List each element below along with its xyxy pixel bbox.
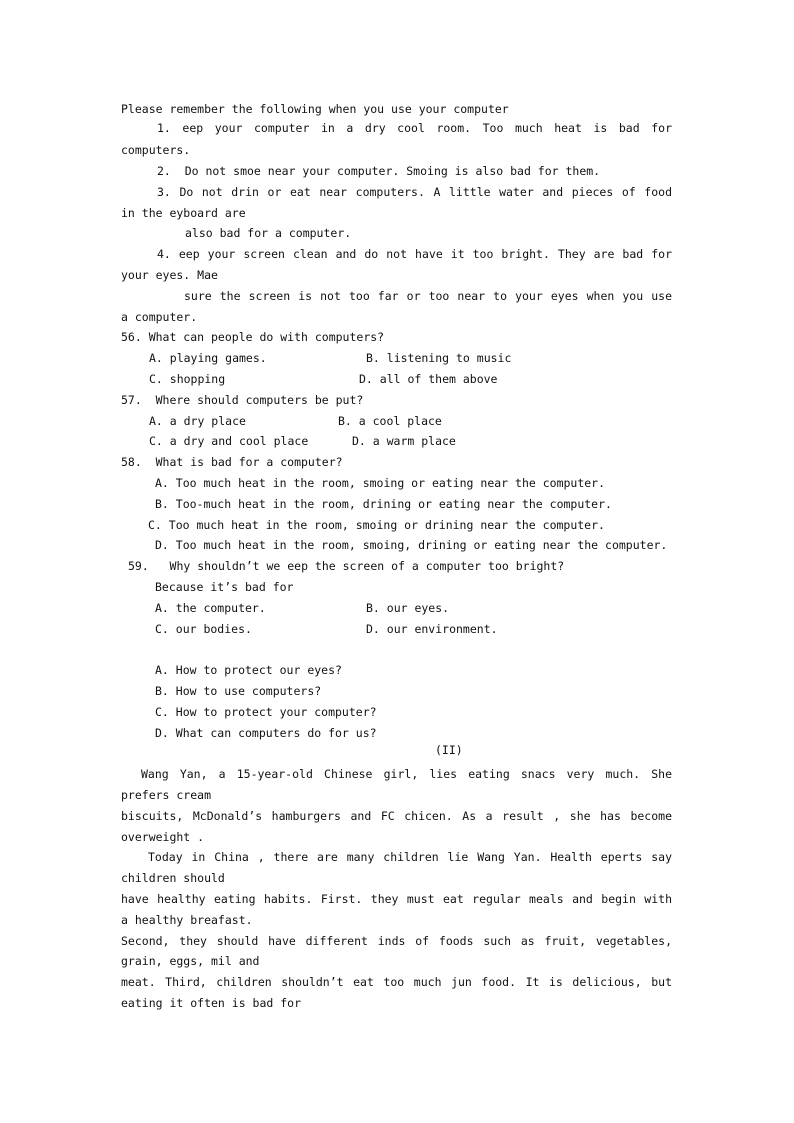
passage-p1-line-4: overweight . [121, 830, 205, 844]
question-56-option-a: A. playing games. [149, 351, 267, 365]
question-58-option-a: A. Too much heat in the room, smoing or eating near the computer. [155, 476, 606, 490]
passage-p2-line-6: grain, eggs, mil and [121, 954, 260, 968]
passage-p1-line-3: biscuits, McDonald’s hamburgers and FC chicen. As a result , she has become [121, 809, 672, 823]
question-60-option-b: B. How to use computers? [155, 684, 322, 698]
passage-p2-line-4: a healthy breafast. [121, 913, 253, 927]
question-59-option-c: C. our bodies. [155, 622, 252, 636]
question-57-stem: 57. Where should computers be put? [121, 393, 364, 407]
tip-3-line-3: also bad for a computer. [185, 226, 352, 240]
question-60-option-c: C. How to protect your computer? [155, 705, 377, 719]
question-58-option-c: C. Too much heat in the room, smoing or drining near the computer. [148, 518, 605, 532]
passage-p1-line-1: Wang Yan, a 15-year-old Chinese girl, lies eating snacs very much. She [141, 767, 672, 781]
tip-3-line-1: 3. Do not drin or eat near computers. A little water and pieces of food [157, 185, 672, 199]
passage-p2-line-1: Today in China , there are many children lie Wang Yan. Health eperts say [148, 850, 672, 864]
passage-p2-line-7: meat. Third, children shouldn’t eat too much jun food. It is delicious, but [121, 975, 672, 989]
question-59-option-d: D. our environment. [366, 622, 498, 636]
passage-p2-line-2: children should [121, 871, 225, 885]
question-59-lead: Because it’s bad for [155, 580, 294, 594]
question-56-option-d: D. all of them above [359, 372, 498, 386]
tip-1-line-2: computers. [121, 143, 191, 157]
question-56-stem: 56. What can people do with computers? [121, 330, 385, 344]
question-59-option-a: A. the computer. [155, 601, 266, 615]
question-57-option-a: A. a dry place [149, 414, 246, 428]
question-58-stem: 58. What is bad for a computer? [121, 455, 343, 469]
question-58-option-d: D. Too much heat in the room, smoing, drining or eating near the computer. [155, 538, 668, 552]
question-57-option-d: D. a warm place [352, 434, 456, 448]
intro-line: Please remember the following when you use your computer [121, 102, 509, 116]
question-57-option-b: B. a cool place [338, 414, 442, 428]
tip-4-line-3: sure the screen is not too far or too near to your eyes when you use [184, 289, 672, 303]
question-59-option-b: B. our eyes. [366, 601, 450, 615]
question-59-stem: 59. Why shouldn’t we eep the screen of a computer too bright? [128, 559, 565, 573]
passage-p2-line-3: have healthy eating habits. First. they must eat regular meals and begin with [121, 892, 672, 906]
section-2-heading: (II) [435, 743, 463, 757]
question-57-option-c: C. a dry and cool place [149, 434, 309, 448]
tip-2-line: 2. Do not smoe near your computer. Smoing is also bad for them. [157, 164, 601, 178]
passage-p2-line-5: Second, they should have different inds of foods such as fruit, vegetables, [121, 934, 672, 948]
tip-4-line-2: your eyes. Mae [121, 268, 218, 282]
question-56-option-c: C. shopping [149, 372, 226, 386]
tip-3-line-2: in the eyboard are [121, 206, 246, 220]
question-58-option-b: B. Too-much heat in the room, drining or eating near the computer. [155, 497, 612, 511]
tip-4-line-1: 4. eep your screen clean and do not have it too bright. They are bad for [157, 247, 672, 261]
question-60-option-a: A. How to protect our eyes? [155, 663, 342, 677]
passage-p2-line-8: eating it often is bad for [121, 996, 302, 1010]
tip-1-line-1: 1. eep your computer in a dry cool room. Too much heat is bad for [157, 121, 672, 135]
question-60-stem-line [128, 639, 539, 660]
question-60-option-d: D. What can computers do for us? [155, 726, 377, 740]
tip-4-line-4: a computer. [121, 310, 198, 324]
question-56-option-b: B. listening to music [366, 351, 512, 365]
passage-p1-line-2: prefers cream [121, 788, 212, 802]
